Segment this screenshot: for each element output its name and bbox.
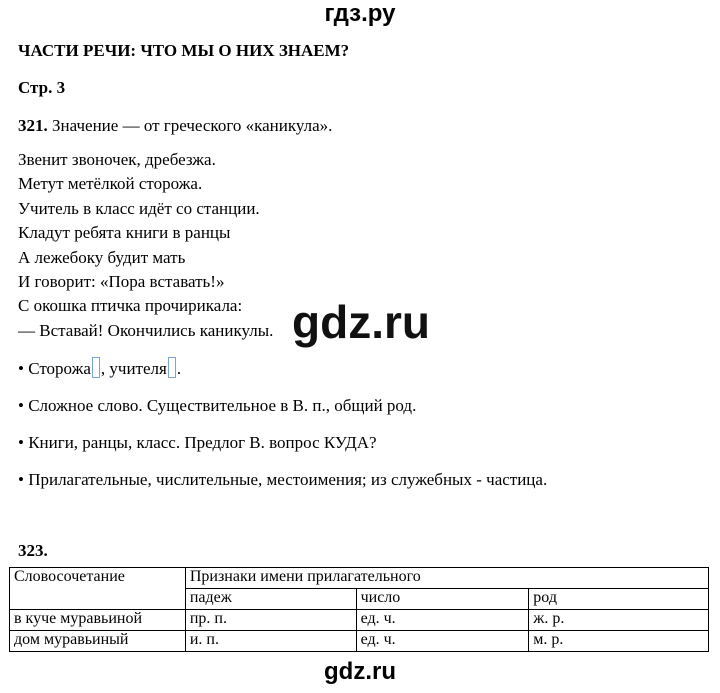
page-heading: ЧАСТИ РЕЧИ: ЧТО МЫ О НИХ ЗНАЕМ? xyxy=(18,41,350,60)
bullet-endings xyxy=(18,357,181,379)
table-cell: ед. ч. xyxy=(356,631,529,652)
table-header-cell: число xyxy=(356,589,529,610)
exercise-321 xyxy=(18,116,332,136)
bullet-part: • Сторожа xyxy=(18,359,91,378)
table-row xyxy=(10,610,709,631)
poem-line: Метут метёлкой сторожа. xyxy=(18,174,203,194)
poem xyxy=(18,148,273,343)
poem-line: А лежебоку будит мать xyxy=(18,247,186,267)
poem-line: С окошка птичка прочирикала: xyxy=(18,296,243,316)
table-cell: дом муравьиный xyxy=(10,631,186,652)
exercise-text: Значение — от греческого «каникула». xyxy=(52,116,333,135)
exercise-number: 321. xyxy=(18,116,48,135)
poem-line: И говорит: «Пора вставать!» xyxy=(18,272,225,292)
ending-box-icon xyxy=(168,357,176,378)
bullet-compound-word: • Сложное слово. Существительное в В. п., общий род. xyxy=(18,396,417,415)
ending-box-icon xyxy=(92,357,100,378)
table-header-cell: Словосочетание xyxy=(10,568,186,610)
exercise-323-number: 323. xyxy=(18,541,48,560)
table-header-cell: падеж xyxy=(185,589,356,610)
table-header-row xyxy=(10,568,709,589)
site-logo-bottom: gdz.ru xyxy=(324,658,396,685)
table-cell: ж. р. xyxy=(529,610,709,631)
bullet-parts-of-speech: • Прилагательные, числительные, местоимения; из служебных - частица. xyxy=(18,470,548,489)
bullet-part: , учителя xyxy=(100,359,167,378)
poem-line: — Вставай! Окончились каникулы. xyxy=(18,320,274,340)
poem-line: Кладут ребята книги в ранцы xyxy=(18,223,231,243)
table-cell: ед. ч. xyxy=(356,610,529,631)
poem-line: Учитель в класс идёт со станции. xyxy=(18,198,260,218)
bullet-part: . xyxy=(176,359,182,378)
table-cell: и. п. xyxy=(185,631,356,652)
site-logo-top: гдз.ру xyxy=(324,0,396,27)
table-cell: в куче муравьиной xyxy=(10,610,186,631)
table-header-cell: Признаки имени прилагательного xyxy=(185,568,708,589)
page-reference: Стр. 3 xyxy=(18,78,66,97)
table-header-cell: род xyxy=(529,589,709,610)
adjective-table xyxy=(9,567,709,652)
table-row xyxy=(10,631,709,652)
table-cell: м. р. xyxy=(529,631,709,652)
table-cell: пр. п. xyxy=(185,610,356,631)
bullet-prepositions: • Книги, ранцы, класс. Предлог В. вопрос КУДА? xyxy=(18,433,377,452)
watermark: gdz.ru xyxy=(292,296,430,348)
poem-line: Звенит звоночек, дребезжа. xyxy=(18,150,216,169)
